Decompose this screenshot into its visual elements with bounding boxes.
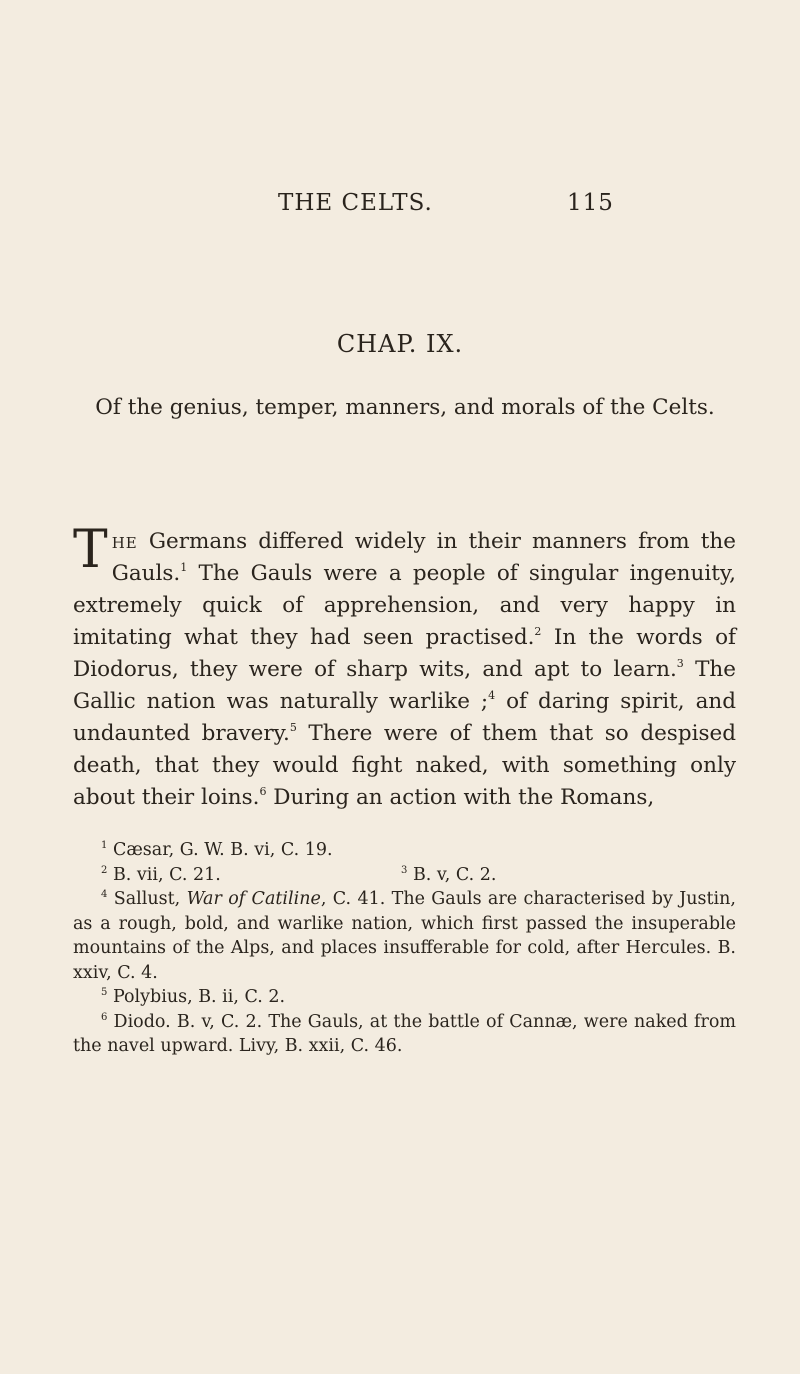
chapter-subtitle: Of the genius, temper, manners, and morals of the Celts. xyxy=(95,395,715,420)
body-text-segment: The Gauls were a people of singular ingenuity, extremely quick of apprehension, and very happy in imitating what they had seen practised. xyxy=(73,561,736,650)
footnote-4 xyxy=(73,887,736,985)
body-paragraph xyxy=(73,520,737,814)
body-text xyxy=(73,520,737,814)
footnote-ref: 6 xyxy=(259,785,267,798)
footnote-text: B. vii, C. 21. xyxy=(107,864,221,885)
footnote-2 xyxy=(101,863,401,888)
footnote-text: Diodo. B. v, C. 2. The Gauls, at the battle of Cannæ, were naked from the navel upward. Livy, B. xxii, C. 46. xyxy=(73,1011,736,1056)
footnote-text: , C. 41. The Gauls are characterised by Justin, as a rough, bold, and warlike nation, which first passed the insuperable mountains of the Alps, and places insufferable for cold, after Hercules. B. xxiv, C. 4. xyxy=(73,889,736,983)
body-text-segment: of daring spirit, and undaunted bravery. xyxy=(73,689,736,746)
footnote-mark: 4 xyxy=(101,889,108,900)
body-text-segment: The Gallic nation was naturally warlike ; xyxy=(73,657,736,714)
footnote-mark: 3 xyxy=(401,864,408,876)
body-text-segment: During an action with the Romans, xyxy=(266,785,655,810)
footnote-text: Cæsar, G. W. B. vi, C. 19. xyxy=(107,840,333,860)
footnote-mark: 1 xyxy=(101,840,108,851)
footnote-ref: 4 xyxy=(488,689,496,702)
footnote-5 xyxy=(73,985,736,1010)
footnote-title: War of Catiline xyxy=(186,889,321,909)
footnote-row xyxy=(73,863,736,888)
drop-cap: T xyxy=(73,520,108,580)
footnote-3 xyxy=(401,863,701,888)
footnote-ref: 1 xyxy=(180,561,188,574)
opening-smallcaps: he xyxy=(111,529,138,554)
footnote-mark: 6 xyxy=(101,1011,108,1023)
footnote-6 xyxy=(73,1010,736,1059)
footnote-ref: 3 xyxy=(676,657,684,670)
footnote-1 xyxy=(73,838,736,863)
chapter-heading: CHAP. IX. xyxy=(336,330,464,358)
body-text-segment: There were of them that so despised death, that they would fight naked, with something only about their loins. xyxy=(73,721,737,810)
running-title: THE CELTS. xyxy=(278,190,433,216)
footnote-ref: 2 xyxy=(534,625,542,638)
footnote-text: Sallust, xyxy=(107,889,187,909)
page-number: 115 xyxy=(567,190,614,216)
body-text-segment: Germans differed widely in their manners from the Gauls. xyxy=(111,529,736,586)
body-text-segment: In the words of Diodorus, they were of sharp wits, and apt to learn. xyxy=(73,625,736,682)
footnote-text: B. v, C. 2. xyxy=(407,864,497,885)
footnotes xyxy=(73,838,736,1059)
footnote-mark: 5 xyxy=(101,987,108,998)
footnote-text: Polybius, B. ii, C. 2. xyxy=(107,987,286,1007)
footnote-mark: 2 xyxy=(101,864,108,876)
footnote-ref: 5 xyxy=(289,721,297,734)
